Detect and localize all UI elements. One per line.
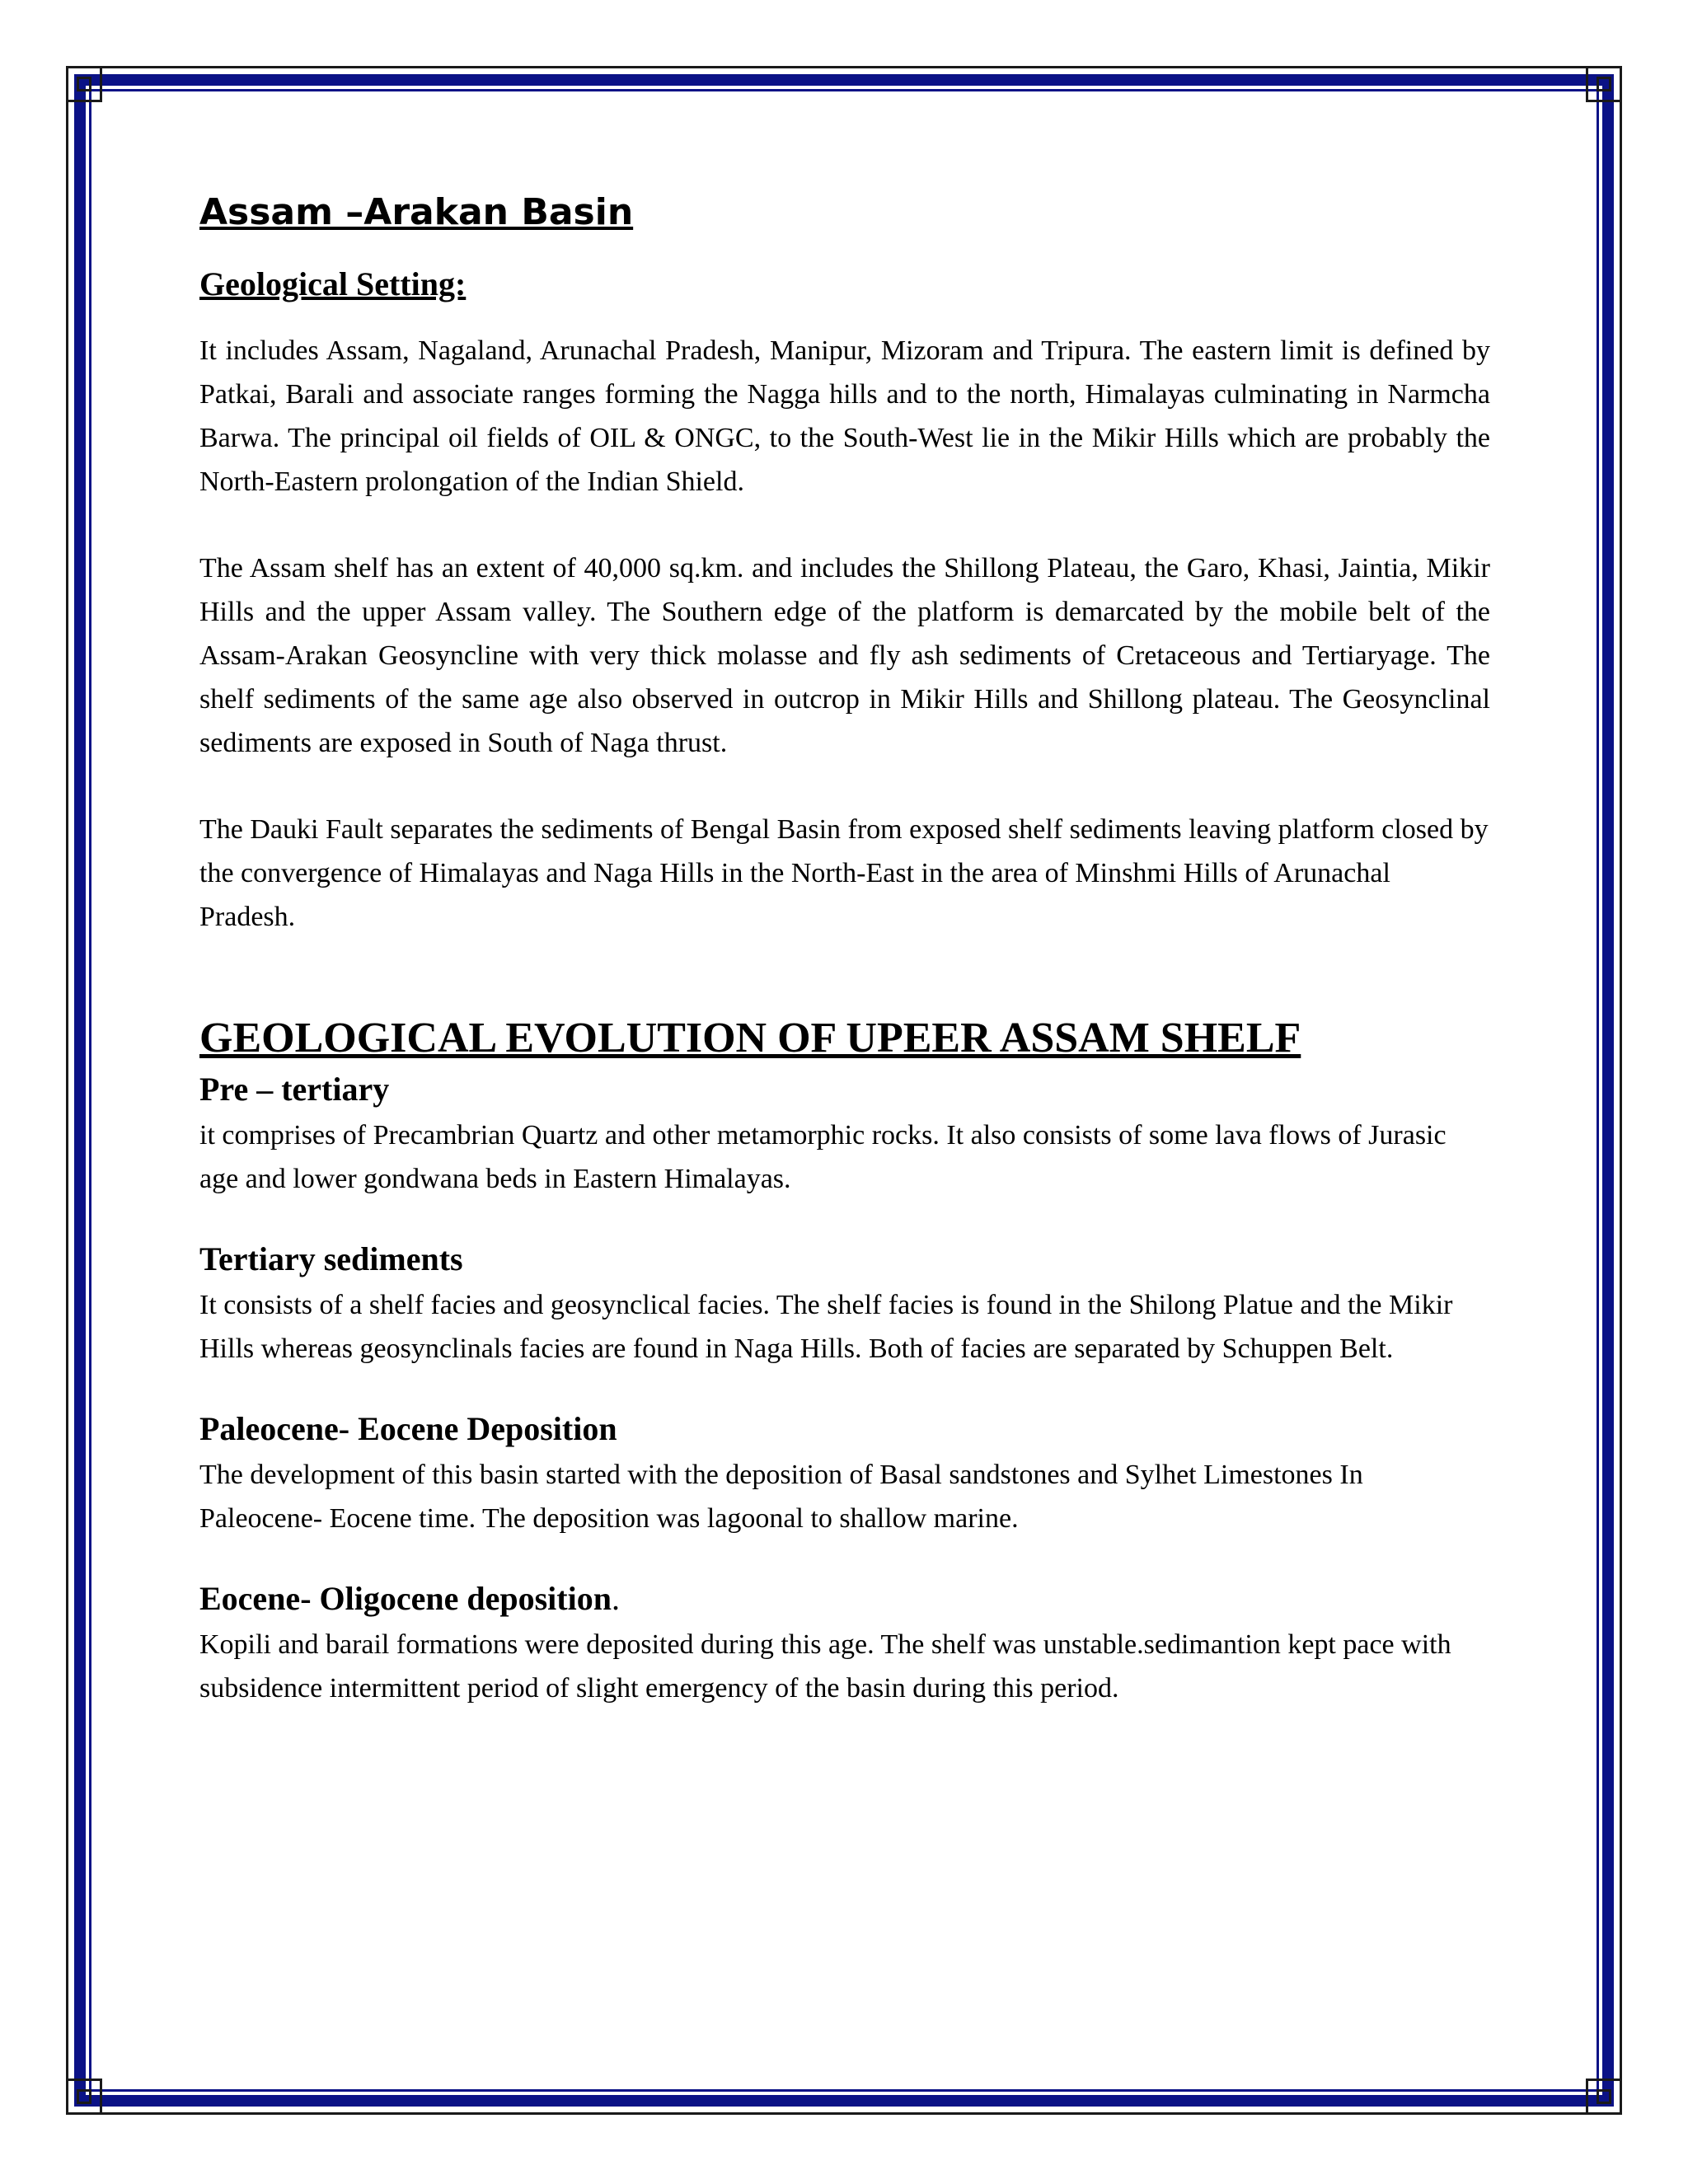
subsection-heading (199, 1239, 1490, 1280)
corner-ornament-bottom-left (66, 2079, 102, 2115)
subsection-heading (199, 1578, 1490, 1619)
section-subtitle-geological-setting: Geological Setting: (199, 265, 467, 302)
paragraph-2: The Assam shelf has an extent of 40,000 sq.km. and includes the Shillong Plateau, the Garo, Khasi, Jaintia, Mikir Hills and the upper Assam valley. The Southern edge of the platform is demarcated by the mobile belt of the Assam-Arakan Geosyncline with very thick molasse and fly ash sediments of Cretaceous and Tertiaryage. The shelf sediments of the same age also observed in outcrop in Mikir Hills and Shillong plateau. The Geosynclinal sediments are exposed in South of Naga thrust. (199, 552, 1490, 758)
paragraph-1: It includes Assam, Nagaland, Arunachal Pradesh, Manipur, Mizoram and Tripura. The eastern limit is defined by Patkai, Barali and associate ranges forming the Nagga hills and to the north, Himalayas culminating in Narmcha Barwa. The principal oil fields of OIL & ONGC, to the South-West lie in the Mikir Hills which are probably the North-Eastern prolongation of the Indian Shield. (199, 335, 1490, 497)
subsection-heading (199, 1069, 1490, 1110)
corner-ornament-top-right (1586, 66, 1622, 102)
subsection-pre-tertiary (199, 1069, 1490, 1201)
subsection-paleocene-eocene (199, 1408, 1490, 1540)
subsection-heading (199, 1408, 1490, 1450)
subsection-heading-trail: . (611, 1580, 620, 1618)
document-title: Assam –Arakan Basin (199, 191, 634, 233)
subsection-heading-text: Eocene- Oligocene deposition (199, 1580, 612, 1618)
subsection-eocene-oligocene (199, 1578, 1490, 1710)
subsection-heading-text: Paleocene- Eocene Deposition (199, 1410, 617, 1448)
section-title-geological-evolution: GEOLOGICAL EVOLUTION OF UPEER ASSAM SHELF (199, 1014, 1301, 1062)
corner-ornament-top-left (66, 66, 102, 102)
subsection-heading-text: Pre – tertiary (199, 1071, 390, 1108)
subsection-text: it comprises of Precambrian Quartz and other metamorphic rocks. It also consists of some lava flows of Jurasic age and lower gondwana beds in Eastern Himalayas. (199, 1120, 1447, 1195)
subsection-tertiary-sediments (199, 1239, 1490, 1371)
subsection-text: Kopili and barail formations were deposited during this age. The shelf was unstable.sedimantion kept pace with subsidence intermittent period of slight emergency of the basin during this period. (199, 1629, 1451, 1704)
subsection-heading-text: Tertiary sediments (199, 1240, 463, 1278)
document-content (199, 191, 1490, 1748)
subsection-text: The development of this basin started with the deposition of Basal sandstones and Sylhet Limestones In Paleocene- Eocene time. The deposition was lagoonal to shallow marine. (199, 1460, 1363, 1535)
corner-ornament-bottom-right (1586, 2079, 1622, 2115)
paragraph-3: The Dauki Fault separates the sediments of Bengal Basin from exposed shelf sediments leaving platform closed by the convergence of Himalayas and Naga Hills in the North-East in the area of Minshmi Hills of Arunachal Pradesh. (199, 813, 1489, 932)
subsection-text: It consists of a shelf facies and geosynclical facies. The shelf facies is found in the Shilong Platue and the Mikir Hills whereas geosynclinals facies are found in Naga Hills. Both of facies are separated by Schuppen Belt. (199, 1290, 1453, 1365)
